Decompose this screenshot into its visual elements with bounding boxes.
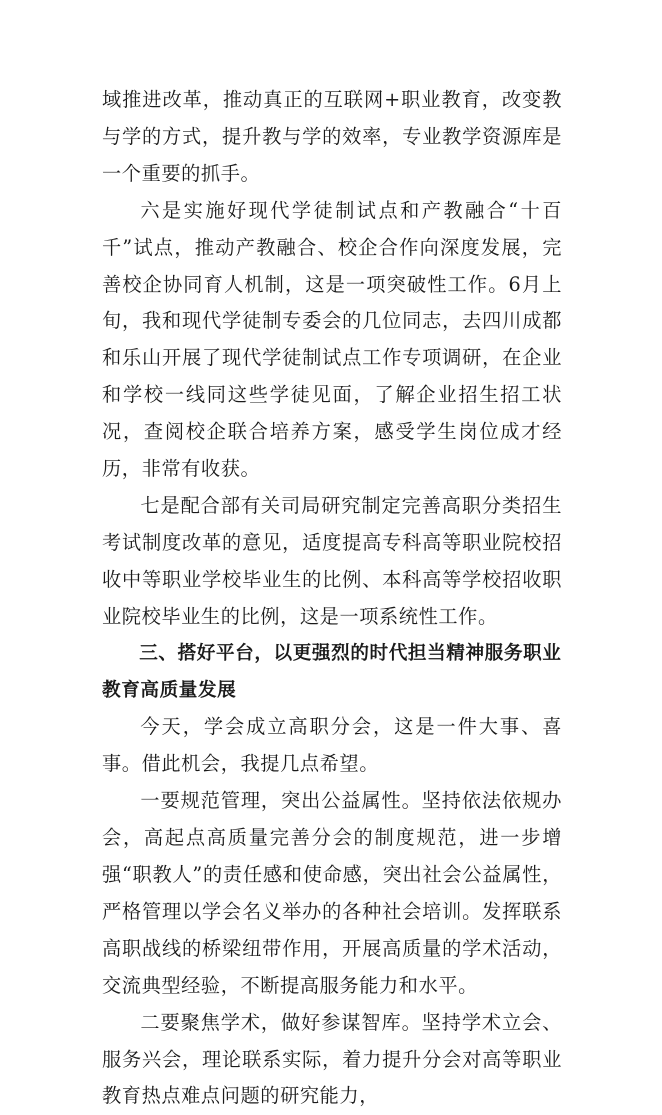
- paragraph-hope-one: 一要规范管理，突出公益属性。坚持依法依规办会，高起点高质量完善分会的制度规范，进一步增强“职教人”的责任感和使命感，突出社会公益属性，严格管理以学会名义举办的各种社会培训。发挥联系高职战线的桥梁纽带作用，开展高质量的学术活动，交流典型经验，不断提高服务能力和水平。: [102, 789, 562, 997]
- paragraph-point-six: 六是实施好现代学徒制试点和产教融合“十百千”试点，推动产教融合、校企合作向深度发展，完善校企协同育人机制，这是一项突破性工作。6月上旬，我和现代学徒制专委会的几位同志，去四川成都和乐山开展了现代学徒制试点工作专项调研，在企业和学校一线同这些学徒见面，了解企业招生招工状况，查阅校企联合培养方案，感受学生岗位成才经历，非常有收获。: [102, 198, 562, 481]
- paragraph-resource-library: 域推进改革，推动真正的互联网+职业教育，改变教与学的方式，提升教与学的效率，专业教学资源库是一个重要的抓手。: [102, 88, 562, 185]
- paragraph-intro-hopes: 今天，学会成立高职分会，这是一件大事、喜事。借此机会，我提几点希望。: [102, 715, 562, 776]
- paragraph-hope-two: 二要聚焦学术，做好参谋智库。坚持学术立会、服务兴会，理论联系实际，着力提升分会对高等职业教育热点难点问题的研究能力，: [102, 1010, 562, 1108]
- section-heading-three: 三、搭好平台，以更强烈的时代担当精神服务职业教育高质量发展: [102, 642, 562, 701]
- paragraph-point-seven: 七是配合部有关司局研究制定完善高职分类招生考试制度改革的意见，适度提高专科高等职业院校招收中等职业学校毕业生的比例、本科高等学校招收职业院校毕业生的比例，这是一项系统性工作。: [102, 493, 562, 628]
- document-page: [102, 82, 562, 1115]
